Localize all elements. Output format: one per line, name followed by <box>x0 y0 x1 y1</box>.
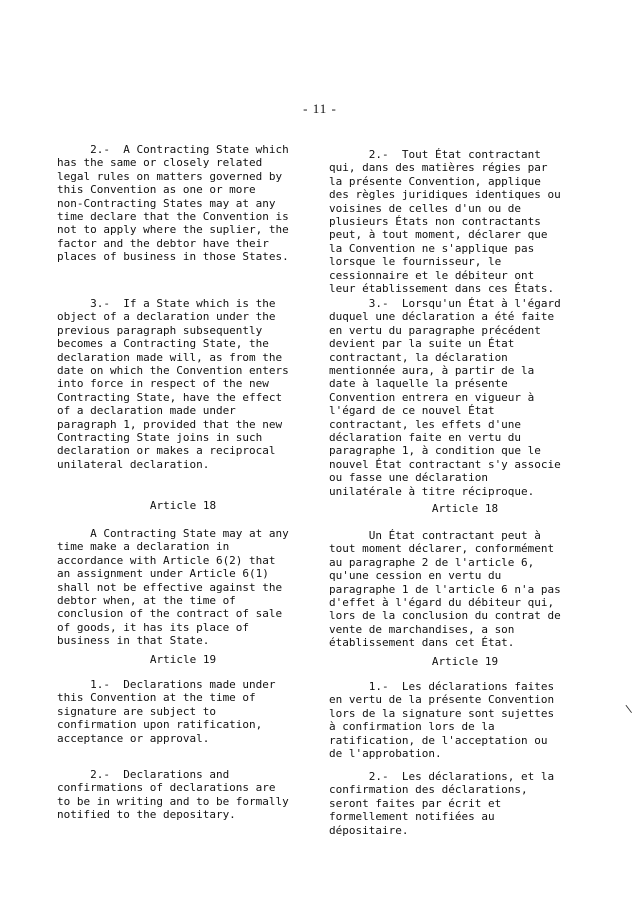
en-article-18-heading: Article 18 <box>149 499 217 512</box>
fr-article-19-paragraph-2: 2.- Les déclarations, et la confirmation des déclarations, seront faites par écrit et formellement notifiées au dépositaire. <box>329 770 555 837</box>
fr-article-18-heading: Article 18 <box>431 502 499 515</box>
stray-scan-mark: ∖ <box>622 702 635 717</box>
en-paragraph-2: 2.- A Contracting State which has the same or closely related legal rules on matters governed by this Convention as one or more non-Contracting States may at any time declare that the Convention is not to apply where the suplier, the factor and the debtor have their places of business in those States. <box>57 143 289 264</box>
fr-article-19-heading: Article 19 <box>431 655 499 668</box>
page-number: - 11 - <box>303 101 337 116</box>
fr-paragraph-3: 3.- Lorsqu'un État à l'égard duquel une déclaration a été faite en vertu du paragraphe précédent devient par la suite un État contractant, la déclaration mentionnée aura, à partir de la date à laquelle la présente Convention entrera en vigueur à l'égard de ce nouvel État contractant, les effets d'une déclaration faite en vertu du paragraphe 1, à condition que le nouvel État contractant s'y associe ou fasse une déclaration unilatérale à titre réciproque. <box>329 297 561 498</box>
en-paragraph-3: 3.- If a State which is the object of a declaration under the previous paragraph subsequently becomes a Contracting State, the declaration made will, as from the date on which the Convention enters into force in respect of the new Contracting State, have the effect of a declaration made under paragraph 1, provided that the new Contracting State joins in such declaration or makes a reciprocal unilateral declaration. <box>57 297 289 471</box>
en-article-19-paragraph-2: 2.- Declarations and confirmations of declarations are to be in writing and to be formally notified to the depositary. <box>57 768 289 822</box>
fr-article-18-text: Un État contractant peut à tout moment déclarer, conformément au paragraphe 2 de l'article 6, qu'une cession en vertu du paragraphe 1 de l'article 6 n'a pas d'effet à l'égard du débiteur qui, lors de la conclusion du contrat de vente de marchandises, a son établissement dans cet État. <box>329 529 561 650</box>
en-article-18-text: A Contracting State may at any time make a declaration in accordance with Article 6(2) that an assignment under Article 6(1) shall not be effective against the debtor when, at the time of conclusion of the contract of sale of goods, it has its place of business in that State. <box>57 527 289 648</box>
fr-paragraph-2: 2.- Tout État contractant qui, dans des matières régies par la présente Convention, applique des règles juridiques identiques ou voisines de celles d'un ou de plusieurs États non contractants peut, à tout moment, déclarer que la Convention ne s'applique pas lorsque le fournisseur, le cessionnaire et le débiteur ont leur établissement dans ces États. <box>329 148 561 296</box>
en-article-19-heading: Article 19 <box>149 653 217 666</box>
fr-article-19-paragraph-1: 1.- Les déclarations faites en vertu de la présente Convention lors de la signature sont sujettes à confirmation lors de la ratification, de l'acceptation ou de l'approbation. <box>329 680 555 761</box>
en-article-19-paragraph-1: 1.- Declarations made under this Convention at the time of signature are subject to confirmation upon ratification, acceptance or approval. <box>57 678 276 745</box>
